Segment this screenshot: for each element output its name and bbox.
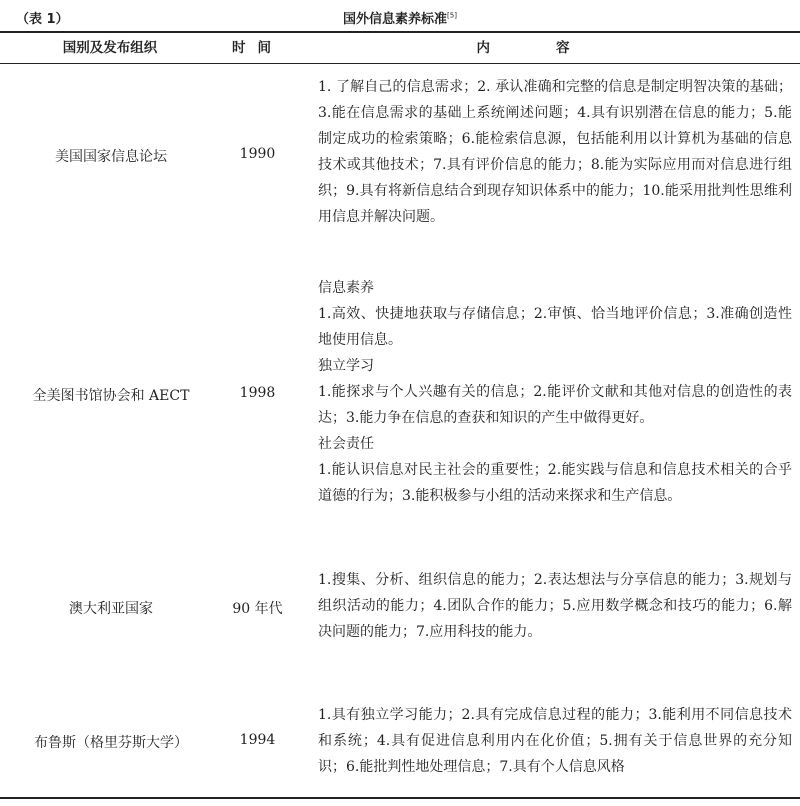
table-number: （表 1）	[16, 12, 69, 27]
row-time: 1990	[239, 146, 276, 162]
row-country: 布鲁斯（格里芬斯大学）	[34, 735, 188, 751]
table-top-rule	[0, 31, 800, 33]
row-content	[318, 567, 792, 645]
table-title	[0, 8, 800, 27]
row-country: 澳大利亚国家	[69, 601, 153, 617]
row-content	[318, 74, 792, 230]
content-paragraph: 1.能认识信息对民主社会的重要性；2.能实践与信息和信息技术相关的合乎道德的行为；3.能积极参与小组的活动来探求和生产信息。	[318, 462, 792, 504]
content-paragraph: 1. 了解自己的信息需求；2. 承认准确和完整的信息是制定明智决策的基础；3.能在信息需求的基础上系统阐述问题；4.具有识别潜在信息的能力；5.能制定成功的检索策略；6.能检索信息源，包括能利用以计算机为基础的信息技术或其他技术；7.具有评价信息的能力；8.能为实际应用而对信息进行组织；9.具有将新信息结合到现存知识体系中的能力；10.能采用批判性思维利用信息并解决问题。	[318, 79, 792, 225]
header-rule	[0, 63, 800, 64]
table-bottom-rule	[0, 797, 800, 799]
section-heading: 社会责任	[318, 436, 374, 452]
row-country: 美国国家信息论坛	[55, 149, 167, 165]
header-time: 时间	[232, 40, 283, 56]
content-paragraph: 1.具有独立学习能力；2.具有完成信息过程的能力；3.能利用不同信息技术和系统；4.具有促进信息利用内在化价值；5.拥有关于信息世界的充分知识；6.能批判性地处理信息；7.具有个人信息风格	[318, 707, 792, 775]
section-heading: 独立学习	[318, 358, 374, 374]
row-time: 90 年代	[232, 601, 283, 617]
content-paragraph: 1.能探求与个人兴趣有关的信息；2.能评价文献和其他对信息的创造性的表达；3.能力争在信息的查获和知识的产生中做得更好。	[318, 384, 792, 426]
content-paragraph: 1.搜集、分析、组织信息的能力；2.表达想法与分享信息的能力；3.规划与组织活动的能力；4.团队合作的能力；5.应用数学概念和技巧的能力；6.解决问题的能力；7.应用科技的能力。	[318, 572, 792, 640]
row-content	[318, 275, 792, 509]
row-content	[318, 702, 792, 780]
section-heading: 信息素养	[318, 280, 374, 296]
header-content: 内容	[476, 40, 636, 56]
header-country: 国别及发布组织	[62, 40, 158, 56]
content-paragraph: 1.高效、快捷地获取与存储信息；2.审慎、恰当地评价信息；3.准确创造性地使用信息。	[318, 306, 792, 348]
table-caption	[0, 6, 800, 28]
table-title-text: 国外信息素养标准	[343, 12, 448, 27]
row-time: 1994	[239, 732, 276, 748]
row-time: 1998	[239, 385, 276, 401]
row-country: 全美图书馆协会和 AECT	[32, 388, 190, 404]
citation-ref: [5]	[447, 11, 457, 20]
